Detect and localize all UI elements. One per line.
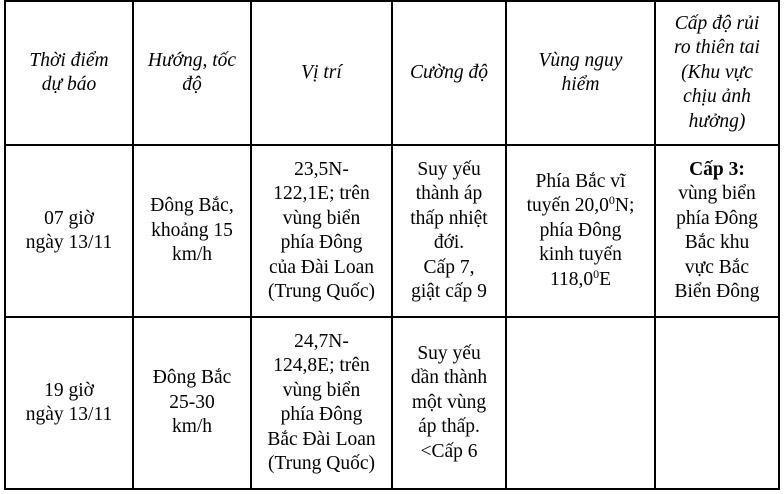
- table-row: [5, 145, 779, 317]
- cell-risk-level: Cấp 3: vùng biển phía Đông Bắc khu vực Bắc Biển Đông: [655, 145, 779, 317]
- cell-danger-zone: Phía Bắc vĩ tuyến 20,0$^0$N; phía Đông kinh tuyến 118,0$^0$E: [506, 145, 655, 317]
- header-direction-speed: Hướng, tốc độ: [133, 1, 251, 145]
- cell-position: 23,5N- 122,1E; trên vùng biển phía Đông của Đài Loan (Trung Quốc): [251, 145, 392, 317]
- cell-forecast-time: 19 giờ ngày 13/11: [5, 317, 133, 489]
- cell-danger-zone-empty: [506, 317, 655, 489]
- cell-direction-speed: Đông Bắc, khoảng 15 km/h: [133, 145, 251, 317]
- header-forecast-time: Thời điểm dự báo: [5, 1, 133, 145]
- cell-position: 24,7N- 124,8E; trên vùng biển phía Đông Bắc Đài Loan (Trung Quốc): [251, 317, 392, 489]
- cell-direction-speed: Đông Bắc 25-30 km/h: [133, 317, 251, 489]
- cell-risk-level-empty: [655, 317, 779, 489]
- risk-level-label: Cấp 3:: [689, 158, 745, 180]
- header-position: Vị trí: [251, 1, 392, 145]
- header-row: [5, 1, 779, 145]
- forecast-table: [4, 0, 780, 490]
- header-danger-zone: Vùng nguy hiểm: [506, 1, 655, 145]
- table-row: [5, 317, 779, 489]
- cell-forecast-time: 07 giờ ngày 13/11: [5, 145, 133, 317]
- header-risk-level: Cấp độ rủi ro thiên tai (Khu vực chịu ảnh hưởng): [655, 1, 779, 145]
- cell-intensity: Suy yếu thành áp thấp nhiệt đới. Cấp 7, giật cấp 9: [392, 145, 506, 317]
- cell-intensity: Suy yếu dần thành một vùng áp thấp. <Cấp 6: [392, 317, 506, 489]
- header-intensity: Cường độ: [392, 1, 506, 145]
